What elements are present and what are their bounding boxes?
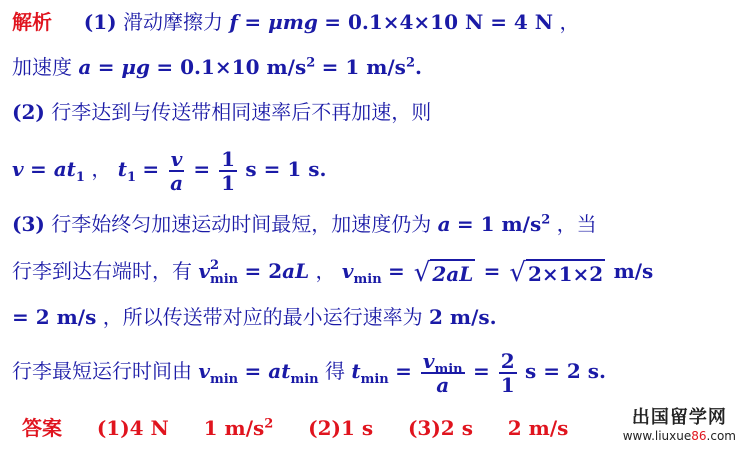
comma: ， [91, 157, 112, 181]
exponent: 2 [209, 257, 220, 273]
numerator: v [170, 146, 183, 171]
var-t: t [117, 157, 127, 181]
acceleration-text: 加速度 [12, 55, 79, 79]
url-highlight: 86 [691, 429, 707, 443]
eq-sign: = [472, 359, 497, 383]
url-prefix: www.liuxue [622, 429, 692, 443]
exponent: 2 [405, 55, 415, 71]
radicand: 2aL [430, 259, 475, 287]
url-suffix: .com [706, 429, 736, 443]
comma: ， [559, 10, 580, 34]
eq-sign: = [395, 359, 419, 383]
numerator: 1 [221, 146, 236, 171]
comma: ， [315, 259, 336, 283]
radicand: 2×1×2 [526, 259, 605, 287]
accel-value: = 1 m/s [456, 212, 542, 236]
analysis-label: 解析 [12, 10, 52, 34]
eq-sign: = [142, 157, 167, 181]
exponent: 2 [306, 55, 316, 71]
min-speed-text: ，所以传送带对应的最小运行速率为 [102, 305, 430, 329]
part-3-text: 行李始终匀加速运动时间最短，加速度仍为 [51, 212, 438, 236]
var-f: f [229, 10, 238, 34]
solution-line-1 [12, 10, 579, 34]
time-result: s = 1 s. [245, 157, 327, 181]
fraction-v-over-a [168, 148, 185, 194]
subscript-min: min [360, 372, 389, 387]
answer-label: 答案 [22, 416, 62, 440]
denominator: a [170, 170, 184, 195]
line-end-text: ，当 [556, 212, 597, 236]
var-aL: aL [282, 259, 310, 283]
denominator: 1 [500, 372, 515, 397]
var-v: v [422, 348, 435, 373]
subscript-min: min [209, 271, 239, 287]
var-v: v [341, 259, 354, 283]
part-2-text: 行李达到与传送带相同速率后不再加速，则 [51, 100, 432, 124]
var-v: v [198, 259, 210, 283]
var-v: v [198, 359, 210, 383]
answer-5: 2 m/s [507, 416, 569, 440]
answer-2: 1 m/s [203, 416, 265, 440]
part-2-label: (2) [12, 100, 45, 124]
solution-line-4 [12, 145, 326, 194]
solution-line-6 [12, 255, 653, 287]
numerator: 2 [500, 348, 515, 373]
eq-sign: = [244, 359, 269, 383]
answer-4: (3)2 s [407, 416, 473, 440]
part-1-label: (1) [83, 10, 117, 34]
eq-sign: = [483, 259, 508, 283]
speed-result: = 2 m/s [12, 305, 97, 329]
sqrt-2x1x2 [509, 259, 605, 287]
radical-sign: √ [509, 257, 526, 288]
subscript-min: min [434, 361, 463, 377]
denominator: 1 [221, 170, 236, 195]
solution-line-2 [12, 55, 422, 79]
subscript: 1 [75, 170, 85, 185]
var-at: at [53, 157, 76, 181]
period: . [414, 55, 422, 79]
eq-sign: = [193, 157, 218, 181]
eq-2aL: = 2 [244, 259, 283, 283]
site-watermark [623, 403, 736, 443]
var-at: at [268, 359, 291, 383]
watermark-name: 出国留学网 [631, 407, 727, 428]
numerator [421, 348, 465, 377]
eq-sign: = [244, 10, 269, 34]
accel-calc: = 0.1×10 m/s [156, 55, 307, 79]
exponent: 2 [264, 416, 274, 432]
eq-sign: = [388, 259, 412, 283]
subscript-min: min [290, 372, 319, 387]
subscript-min: min [209, 372, 239, 387]
eq-sign: = [29, 157, 54, 181]
fraction-vmin-over-a [421, 350, 465, 396]
solution-line-7 [12, 305, 497, 329]
radical-sign: √ [413, 257, 431, 288]
friction-text: 滑动摩擦力 [123, 10, 223, 34]
subscript-min: min [353, 272, 382, 287]
var-t: t [351, 359, 361, 383]
answer-1: (1)4 N [96, 416, 169, 440]
answer-line [22, 416, 568, 440]
watermark-url [623, 429, 736, 443]
exponent: 2 [541, 212, 551, 228]
unit: m/s [613, 259, 654, 283]
denominator: a [436, 372, 450, 397]
var-a: a [437, 212, 451, 236]
subscript: 1 [126, 170, 136, 185]
var-a: a [78, 55, 92, 79]
de-text: 得 [324, 359, 352, 383]
arrive-text: 行李到达右端时，有 [12, 259, 199, 283]
eq-sign: = [97, 55, 122, 79]
fraction-2-over-1 [499, 350, 517, 396]
min-speed-value: 2 m/s. [429, 305, 497, 329]
solution-line-5 [12, 212, 597, 236]
var-v: v [12, 157, 24, 181]
solution-line-3 [12, 100, 431, 124]
sqrt-2aL [414, 259, 476, 287]
min-time-text: 行李最短运行时间由 [12, 359, 199, 383]
answer-3: (2)1 s [308, 416, 374, 440]
part-3-label: (3) [12, 212, 45, 236]
accel-result: = 1 m/s [321, 55, 406, 79]
friction-value: = 0.1×4×10 N = 4 N [324, 10, 554, 34]
time-result: s = 2 s. [524, 359, 607, 383]
solution-line-8 [12, 345, 606, 397]
fraction-1-over-1 [219, 148, 237, 194]
var-mumg: μmg [268, 10, 318, 34]
var-mug: μg [121, 55, 151, 79]
